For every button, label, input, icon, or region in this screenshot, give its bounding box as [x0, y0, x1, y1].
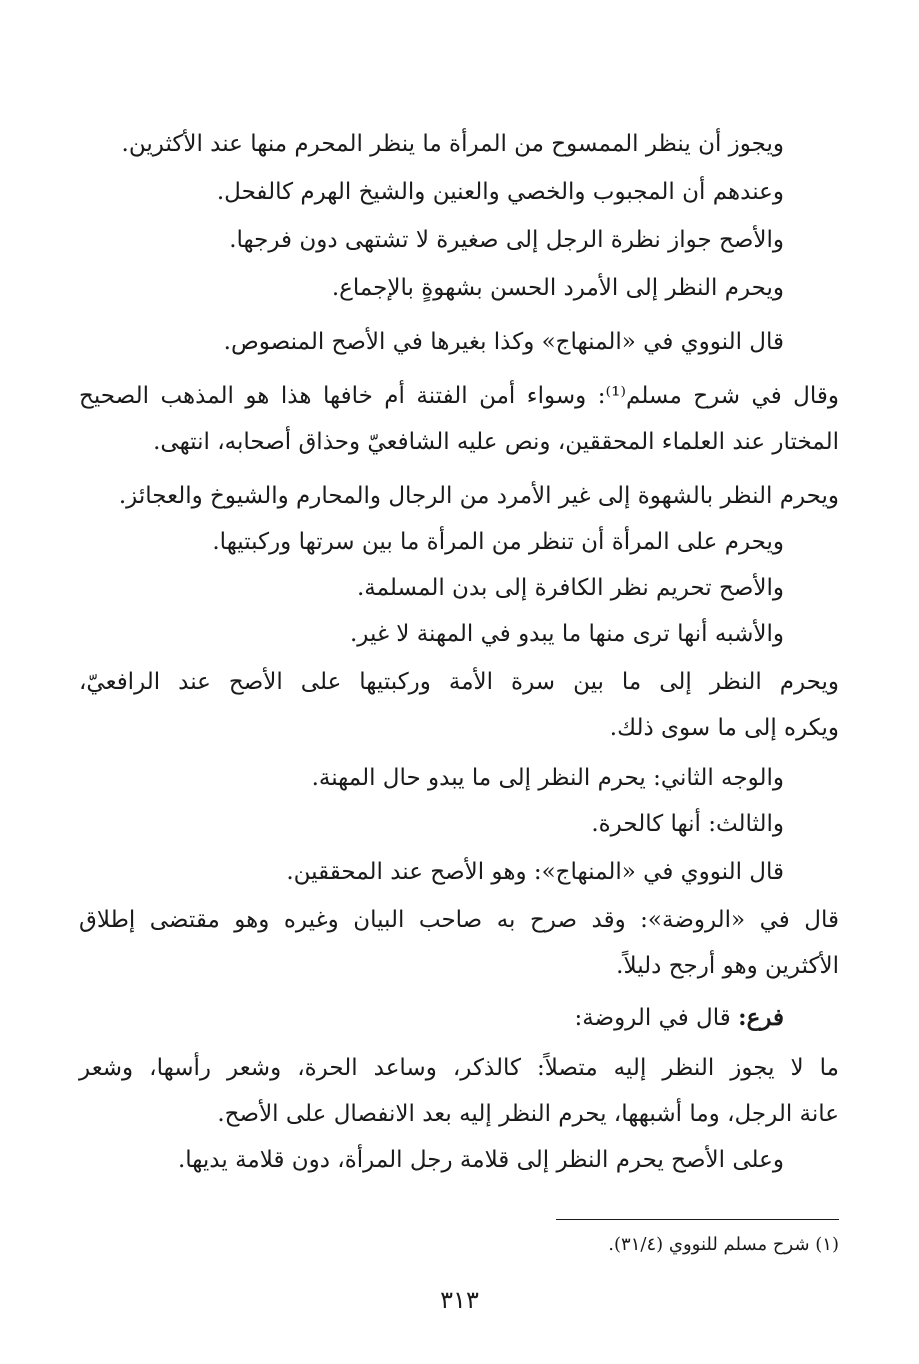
text-line: والأصح تحريم نظر الكافرة إلى بدن المسلمة. — [356, 575, 784, 601]
text-line: ويجوز أن ينظر الممسوح من المرأة ما ينظر المحرم منها عند الأكثرين. — [121, 131, 784, 157]
text-line: المختار عند العلماء المحققين، ونص عليه الشافعيّ وحذاق أصحابه، انتهى. — [153, 429, 839, 455]
footnote-separator — [556, 1219, 839, 1220]
text-line: وعلى الأصح يحرم النظر إلى قلامة رجل المرأة، دون قلامة يديها. — [177, 1147, 784, 1173]
text-line: ويكره إلى ما سوى ذلك. — [609, 715, 839, 741]
footnote: (١) شرح مسلم للنووي (٣١/٤). — [608, 1234, 839, 1255]
branch-text: قال في الروضة: — [574, 1005, 731, 1031]
page-number: ٣١٣ — [440, 1286, 479, 1314]
text-line: ويحرم النظر إلى الأمرد الحسن بشهوةٍ بالإجماع. — [331, 275, 784, 301]
text-line: والأصح جواز نظرة الرجل إلى صغيرة لا تشتهى دون فرجها. — [229, 227, 784, 253]
branch-label: فرع: — [738, 1004, 784, 1031]
text-line: قال النووي في «المنهاج»: وهو الأصح عند المحققين. — [286, 859, 784, 885]
text-line: عانة الرجل، وما أشبهها، يحرم النظر إليه بعد الانفصال على الأصح. — [217, 1101, 839, 1127]
text-line: الأكثرين وهو أرجح دليلاً. — [616, 953, 839, 979]
text-line: قال النووي في «المنهاج» وكذا بغيرها في الأصح المنصوص. — [223, 329, 784, 355]
text-line: وقال في شرح مسلم⁽¹⁾: وسواء أمن الفتنة أم خافها هذا هو المذهب الصحيح — [79, 383, 839, 409]
branch-heading — [84, 996, 784, 1040]
text-line: ما لا يجوز النظر إليه متصلاً: كالذكر، وساعد الحرة، وشعر رأسها، وشعر — [79, 1055, 839, 1081]
text-line: ويحرم النظر بالشهوة إلى غير الأمرد من الرجال والمحارم والشيوخ والعجائز. — [118, 483, 839, 509]
text-line: والأشبه أنها ترى منها ما يبدو في المهنة لا غير. — [350, 621, 784, 647]
text-line: قال في «الروضة»: وقد صرح به صاحب البيان وغيره وهو مقتضى إطلاق — [79, 907, 839, 933]
text-line: ويحرم على المرأة أن تنظر من المرأة ما بين سرتها وركبتيها. — [212, 529, 784, 555]
text-line: ويحرم النظر إلى ما بين سرة الأمة وركبتيها على الأصح عند الرافعيّ، — [79, 669, 839, 695]
text-line: وعندهم أن المجبوب والخصي والعنين والشيخ الهرم كالفحل. — [216, 179, 784, 205]
text-line: والثالث: أنها كالحرة. — [591, 811, 784, 837]
text-line: والوجه الثاني: يحرم النظر إلى ما يبدو حال المهنة. — [311, 765, 784, 791]
